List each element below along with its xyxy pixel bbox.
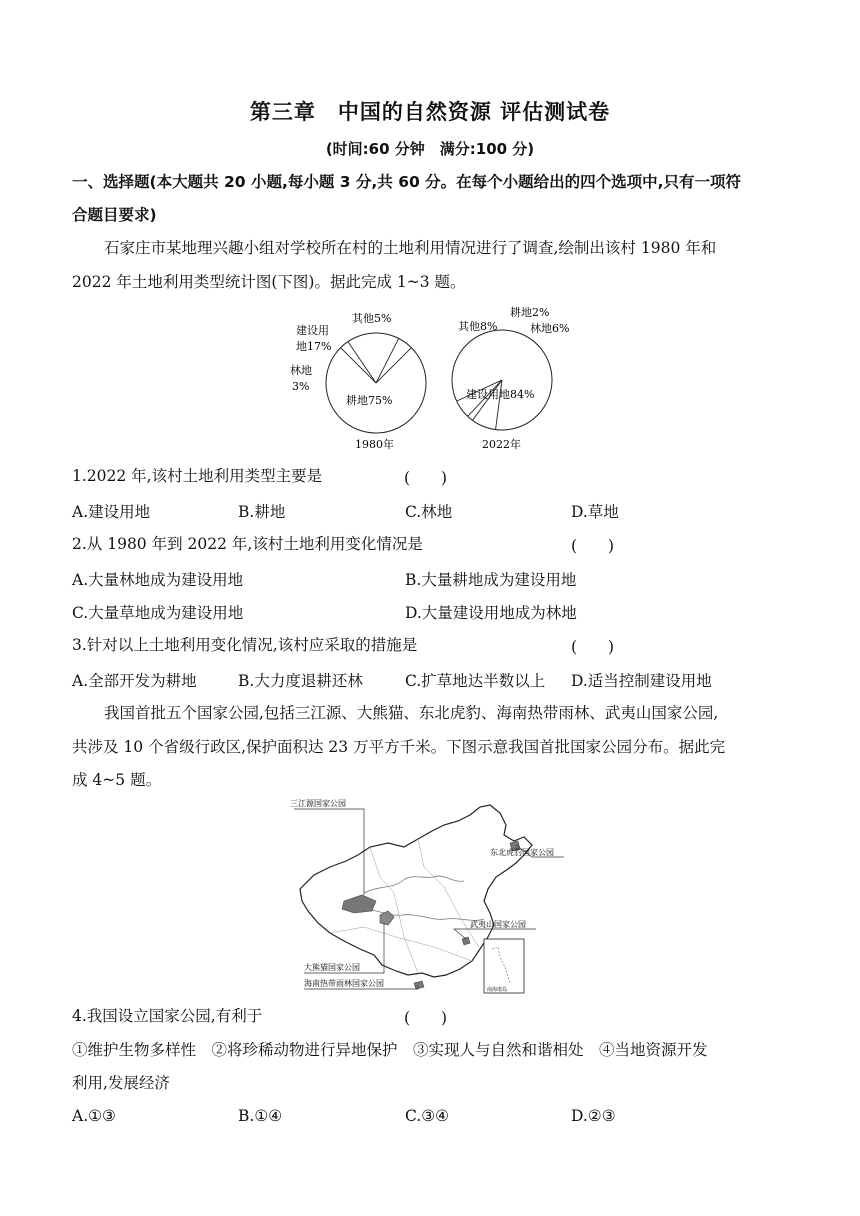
question-1-answer-paren: ( )	[404, 469, 448, 487]
q2-option-a[interactable]: A.大量林地成为建设用地	[72, 571, 244, 589]
question-3-answer-paren: ( )	[571, 638, 615, 656]
question-2-stem: 2.从 1980 年到 2022 年,该村土地利用变化情况是	[72, 535, 423, 553]
pie-2022-label-jianshe: 建设用地84%	[466, 388, 535, 401]
pie-2022-label-qita: 其他8%	[458, 320, 498, 333]
pie-2022-title: 2022年	[482, 438, 521, 451]
q4-option-b[interactable]: B.①④	[238, 1107, 283, 1125]
material-1-line-1: 石家庄市某地理兴趣小组对学校所在村的土地利用情况进行了调查,绘制出该村 1980 年和	[104, 239, 717, 257]
q2-option-b[interactable]: B.大量耕地成为建设用地	[405, 571, 577, 589]
pie-2022-label-gengdi: 耕地2%	[510, 306, 550, 319]
pie-1980-label-qita: 其他5%	[352, 312, 392, 325]
q1-option-c[interactable]: C.林地	[405, 503, 453, 521]
q1-option-a[interactable]: A.建设用地	[72, 503, 151, 521]
material-2-line-2: 共涉及 10 个省级行政区,保护面积达 23 万平方千米。下图示意我国首批国家公园分布。据此完	[72, 738, 726, 756]
question-4-answer-paren: ( )	[404, 1009, 448, 1027]
national-parks-map	[284, 797, 564, 997]
label-sanjiangyuan: 三江源国家公园	[290, 799, 346, 808]
pie-1980-label-gengdi: 耕地75%	[346, 394, 393, 407]
section-heading: 一、选择题(本大题共 20 小题,每小题 3 分,共 60 分。在每个小题给出的四个选项中,只有一项符	[72, 173, 742, 191]
question-4-items-line-1: ①维护生物多样性 ②将珍稀动物进行异地保护 ③实现人与自然和谐相处 ④当地资源开发	[72, 1041, 708, 1059]
question-3-stem: 3.针对以上土地利用变化情况,该村应采取的措施是	[72, 636, 418, 654]
q4-option-d[interactable]: D.②③	[571, 1107, 616, 1125]
label-dongbei: 东北虎豹国家公园	[490, 848, 554, 857]
pie-1980-label-lindi-b: 3%	[292, 380, 310, 393]
material-2-line-3: 成 4~5 题。	[72, 771, 162, 789]
question-2-answer-paren: ( )	[571, 537, 615, 555]
q2-option-c[interactable]: C.大量草地成为建设用地	[72, 604, 244, 622]
hainan-island	[414, 981, 424, 989]
inset-label: 南海诸岛	[487, 987, 508, 993]
q1-option-b[interactable]: B.耕地	[238, 503, 286, 521]
q3-option-d[interactable]: D.适当控制建设用地	[571, 672, 712, 690]
q4-option-c[interactable]: C.③④	[405, 1107, 450, 1125]
label-wuyishan: 武夷山国家公园	[470, 920, 526, 929]
question-1-stem: 1.2022 年,该村土地利用类型主要是	[72, 467, 323, 485]
pie-1980	[326, 333, 426, 433]
pie-1980-title: 1980年	[355, 438, 394, 451]
pie-2022	[452, 330, 552, 430]
material-2-line-1: 我国首批五个国家公园,包括三江源、大熊猫、东北虎豹、海南热带雨林、武夷山国家公园,	[104, 704, 719, 722]
page-subtitle: (时间:60 分钟 满分:100 分)	[325, 140, 535, 158]
pie-1980-label-jianshe-b: 地17%	[296, 340, 332, 353]
label-hainan: 海南热带雨林国家公园	[304, 979, 384, 988]
material-1-line-2: 2022 年土地利用类型统计图(下图)。据此完成 1~3 题。	[72, 273, 466, 291]
land-use-pie-charts	[270, 300, 600, 460]
q3-option-c[interactable]: C.扩草地达半数以上	[405, 672, 546, 690]
q3-option-a[interactable]: A.全部开发为耕地	[72, 672, 197, 690]
south-china-sea-inset	[484, 939, 524, 993]
pie-2022-label-lindi: 林地6%	[530, 322, 570, 335]
q4-option-a[interactable]: A.①③	[72, 1107, 116, 1125]
page-title: 第三章 中国的自然资源 评估测试卷	[249, 100, 611, 124]
q1-option-d[interactable]: D.草地	[571, 503, 619, 521]
q2-option-d[interactable]: D.大量建设用地成为林地	[405, 604, 577, 622]
pie-1980-label-jianshe-a: 建设用	[296, 324, 329, 337]
question-4-items-line-2: 利用,发展经济	[72, 1074, 170, 1092]
q3-option-b[interactable]: B.大力度退耕还林	[238, 672, 363, 690]
pie-1980-label-lindi-a: 林地	[290, 364, 312, 377]
label-daxiongmao: 大熊猫国家公园	[304, 963, 360, 972]
question-4-stem: 4.我国设立国家公园,有利于	[72, 1007, 263, 1025]
section-heading-cont: 合题目要求)	[72, 206, 157, 224]
